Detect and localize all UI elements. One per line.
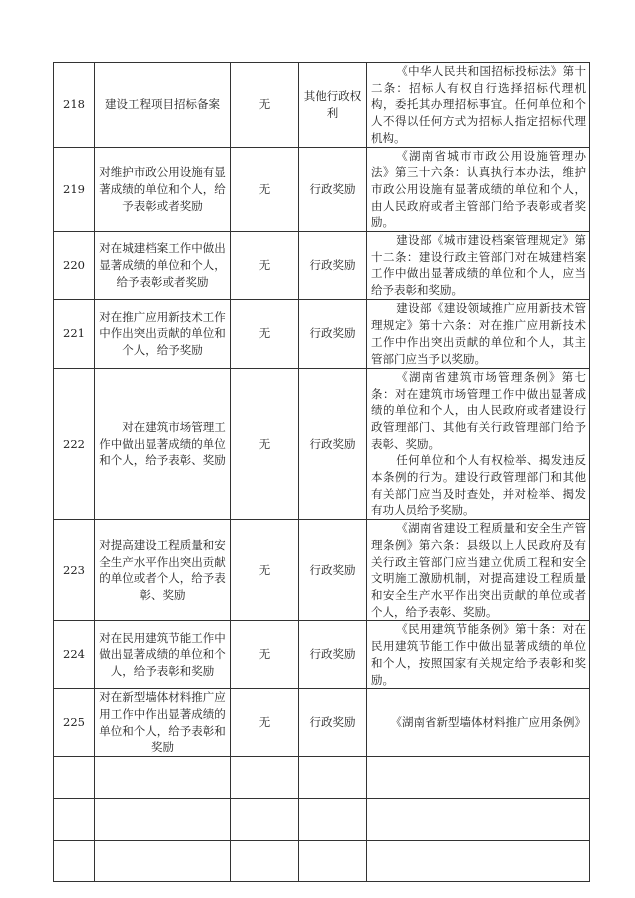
table-row [54, 147, 590, 232]
empty-row [54, 799, 590, 841]
legal-basis [367, 520, 590, 621]
empty-cell [299, 841, 367, 882]
basis-paragraph: 《湖南省建设工程质量和安全生产管理条例》第六条：县级以上人民政府及有关行政主管部门应当建立优质工程和安全文明施工激励机制，对提高建设工程质量和安全生产水平作出突出贡献的单位或者个人，给予表彰、奖励。 [371, 521, 586, 619]
empty-cell [367, 841, 590, 882]
empty-row [54, 757, 590, 799]
power-type: 行政奖励 [299, 689, 367, 757]
fee-cell: 无 [231, 299, 299, 368]
fee-cell: 无 [231, 63, 299, 148]
item-name: 对维护市政公用设施有显著成绩的单位和个人，给予表彰或者奖励 [95, 147, 231, 232]
legal-basis [367, 621, 590, 689]
fee-cell: 无 [231, 147, 299, 232]
legal-basis [367, 368, 590, 519]
table-row [54, 520, 590, 621]
basis-paragraph: 任何单位和个人有权检举、揭发违反本条例的行为。建设行政管理部门和其他有关部门应当及时查处，并对检举、揭发有功人员给予奖励。 [371, 453, 586, 518]
basis-paragraph: 《湖南省城市市政公用设施管理办法》第三十六条：认真执行本办法，维护市政公用设施有显著成绩的单位和个人，由人民政府或者主管部门给予表彰或者奖励。 [371, 148, 586, 230]
row-number: 223 [54, 520, 95, 621]
legal-basis [367, 232, 590, 300]
legal-basis [367, 299, 590, 368]
row-number: 222 [54, 368, 95, 519]
basis-paragraph: 《民用建筑节能条例》第十条：对在民用建筑节能工作中做出显著成绩的单位和个人，按照国家有关规定给予表彰和奖励。 [371, 622, 586, 687]
power-list-table [53, 62, 590, 882]
power-type: 行政奖励 [299, 147, 367, 232]
item-name: 对在民用建筑节能工作中做出显著成绩的单位和个人，给予表彰和奖励 [95, 621, 231, 689]
item-name: 对提高建设工程质量和安全生产水平作出突出贡献的单位或者个人，给予表彰、奖励 [95, 520, 231, 621]
power-type: 行政奖励 [299, 621, 367, 689]
row-number: 224 [54, 621, 95, 689]
legal-basis [367, 147, 590, 232]
item-name: 对在建筑市场管理工作中做出显著成绩的单位和个人，给予表彰、奖励 [95, 368, 231, 519]
empty-cell [367, 757, 590, 799]
item-name: 对在城建档案工作中做出显著成绩的单位和个人，给予表彰或者奖励 [95, 232, 231, 300]
row-number: 225 [54, 689, 95, 757]
empty-cell [54, 757, 95, 799]
item-name: 建设工程项目招标备案 [95, 63, 231, 148]
empty-cell [299, 799, 367, 841]
legal-basis [367, 63, 590, 148]
empty-cell [231, 757, 299, 799]
fee-cell: 无 [231, 520, 299, 621]
table-row [54, 299, 590, 368]
power-type: 行政奖励 [299, 520, 367, 621]
table-row [54, 621, 590, 689]
row-number: 219 [54, 147, 95, 232]
fee-cell: 无 [231, 232, 299, 300]
empty-cell [367, 799, 590, 841]
empty-cell [231, 799, 299, 841]
power-type: 其他行政权利 [299, 63, 367, 148]
table-row [54, 689, 590, 757]
row-number: 221 [54, 299, 95, 368]
empty-cell [54, 799, 95, 841]
empty-cell [54, 841, 95, 882]
power-type: 行政奖励 [299, 299, 367, 368]
item-name: 对在新型墙体材料推广应用工作中作出显著成绩的单位和个人，给予表彰和奖励 [95, 689, 231, 757]
basis-paragraph: 《湖南省建筑市场管理条例》第七条：对在建筑市场管理工作中做出显著成绩的单位和个人，由人民政府或者建设行政管理部门、其他有关行政管理部门给予表彰、奖励。 [371, 369, 586, 451]
empty-cell [299, 757, 367, 799]
legal-basis [367, 689, 590, 757]
empty-cell [95, 757, 231, 799]
empty-cell [231, 841, 299, 882]
fee-cell: 无 [231, 621, 299, 689]
item-name: 对在推广应用新技术工作中作出突出贡献的单位和个人，给予奖励 [95, 299, 231, 368]
empty-cell [95, 841, 231, 882]
row-number: 220 [54, 232, 95, 300]
basis-paragraph: 建设部《建设领域推广应用新技术管理规定》第十六条：对在推广应用新技术工作中作出突出贡献的单位和个人，其主管部门应当予以奖励。 [371, 301, 586, 366]
basis-paragraph: 《中华人民共和国招标投标法》第十二条：招标人有权自行选择招标代理机构，委托其办理招标事宜。任何单位和个人不得以任何方式为招标人指定招标代理机构。 [371, 64, 586, 145]
row-number: 218 [54, 63, 95, 148]
power-type: 行政奖励 [299, 368, 367, 519]
basis-paragraph: 建设部《城市建设档案管理规定》第十二条：建设行政主管部门对在城建档案工作中做出显著成绩的单位和个人，应当给予表彰和奖励。 [371, 233, 586, 298]
empty-row [54, 841, 590, 882]
fee-cell: 无 [231, 689, 299, 757]
power-type: 行政奖励 [299, 232, 367, 300]
table-row [54, 63, 590, 148]
table-row [54, 368, 590, 519]
empty-cell [95, 799, 231, 841]
table-row [54, 232, 590, 300]
fee-cell: 无 [231, 368, 299, 519]
basis-paragraph: 《湖南省新型墙体材料推广应用条例》 [390, 715, 586, 730]
